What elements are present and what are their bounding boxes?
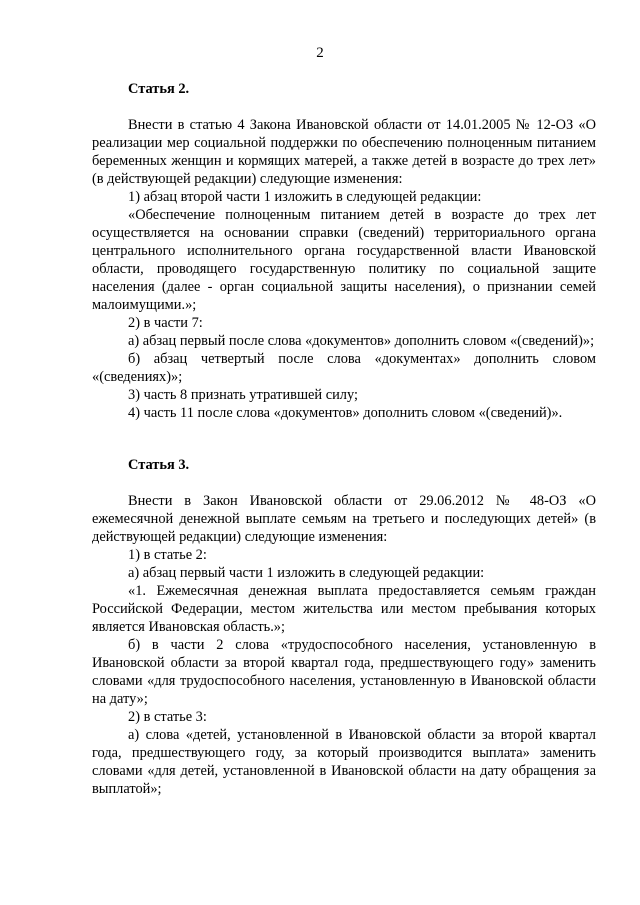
article-3-paragraph: 1) в статье 2: [128, 547, 207, 563]
article-3-paragraph: «1. Ежемесячная денежная выплата предоставляется семьям граждан Российской Федерации, местом жительства или местом пребывания которых является Ивановская область.»; [92, 583, 596, 635]
article-2-paragraph: 1) абзац второй части 1 изложить в следующей редакции: [128, 189, 482, 205]
article-2-paragraph: «Обеспечение полноценным питанием детей в возрасте до трех лет осуществляется на основании справки (сведений) территориального органа центрального исполнительного органа государственной власти Ивановской области, проводящего государственную политику по социальной защите населения (далее - орган социальной защиты населения), о признании семей малоимущими.»; [92, 207, 596, 313]
article-2-paragraph: а) абзац первый после слова «документов» дополнить словом «(сведений)»; [128, 333, 595, 349]
article-3-paragraph: Внести в Закон Ивановской области от 29.06.2012 № 48-ОЗ «О ежемесячной денежной выплате семьям на третьего и последующих детей» (в действующей редакции) следующие изменения: [92, 493, 596, 545]
article-3-paragraph: 2) в статье 3: [128, 709, 207, 725]
page-number: 2 [316, 45, 324, 61]
article-2-paragraph: Внести в статью 4 Закона Ивановской области от 14.01.2005 № 12-ОЗ «О реализации мер социальной поддержки по обеспечению полноценным питанием беременных женщин и кормящих матерей, а также детей в возрасте до трех лет» (в действующей редакции) следующие изменения: [92, 117, 596, 187]
article-2-paragraph: б) абзац четвертый после слова «документах» дополнить словом «(сведениях)»; [92, 351, 596, 385]
article-2-heading: Статья 2. [128, 81, 190, 97]
article-2-paragraph: 4) часть 11 после слова «документов» дополнить словом «(сведений)». [128, 405, 563, 421]
article-2-paragraph: 2) в части 7: [128, 315, 203, 331]
article-3-paragraph: б) в части 2 слова «трудоспособного населения, установленную в Ивановской области за второй квартал года, предшествующего году» заменить словами «для трудоспособного населения, установленную в Ивановской области на дату»; [92, 637, 596, 707]
article-3-paragraph: а) слова «детей, установленной в Ивановской области за второй квартал года, предшествующего году, за который производится выплата» заменить словами «для детей, установленной в Ивановской области на дату обращения за выплатой»; [92, 727, 596, 797]
article-2-paragraph: 3) часть 8 признать утратившей силу; [128, 387, 358, 403]
document-body [92, 80, 596, 798]
article-3-paragraph: а) абзац первый части 1 изложить в следующей редакции: [128, 565, 485, 581]
article-3-heading: Статья 3. [128, 457, 190, 473]
